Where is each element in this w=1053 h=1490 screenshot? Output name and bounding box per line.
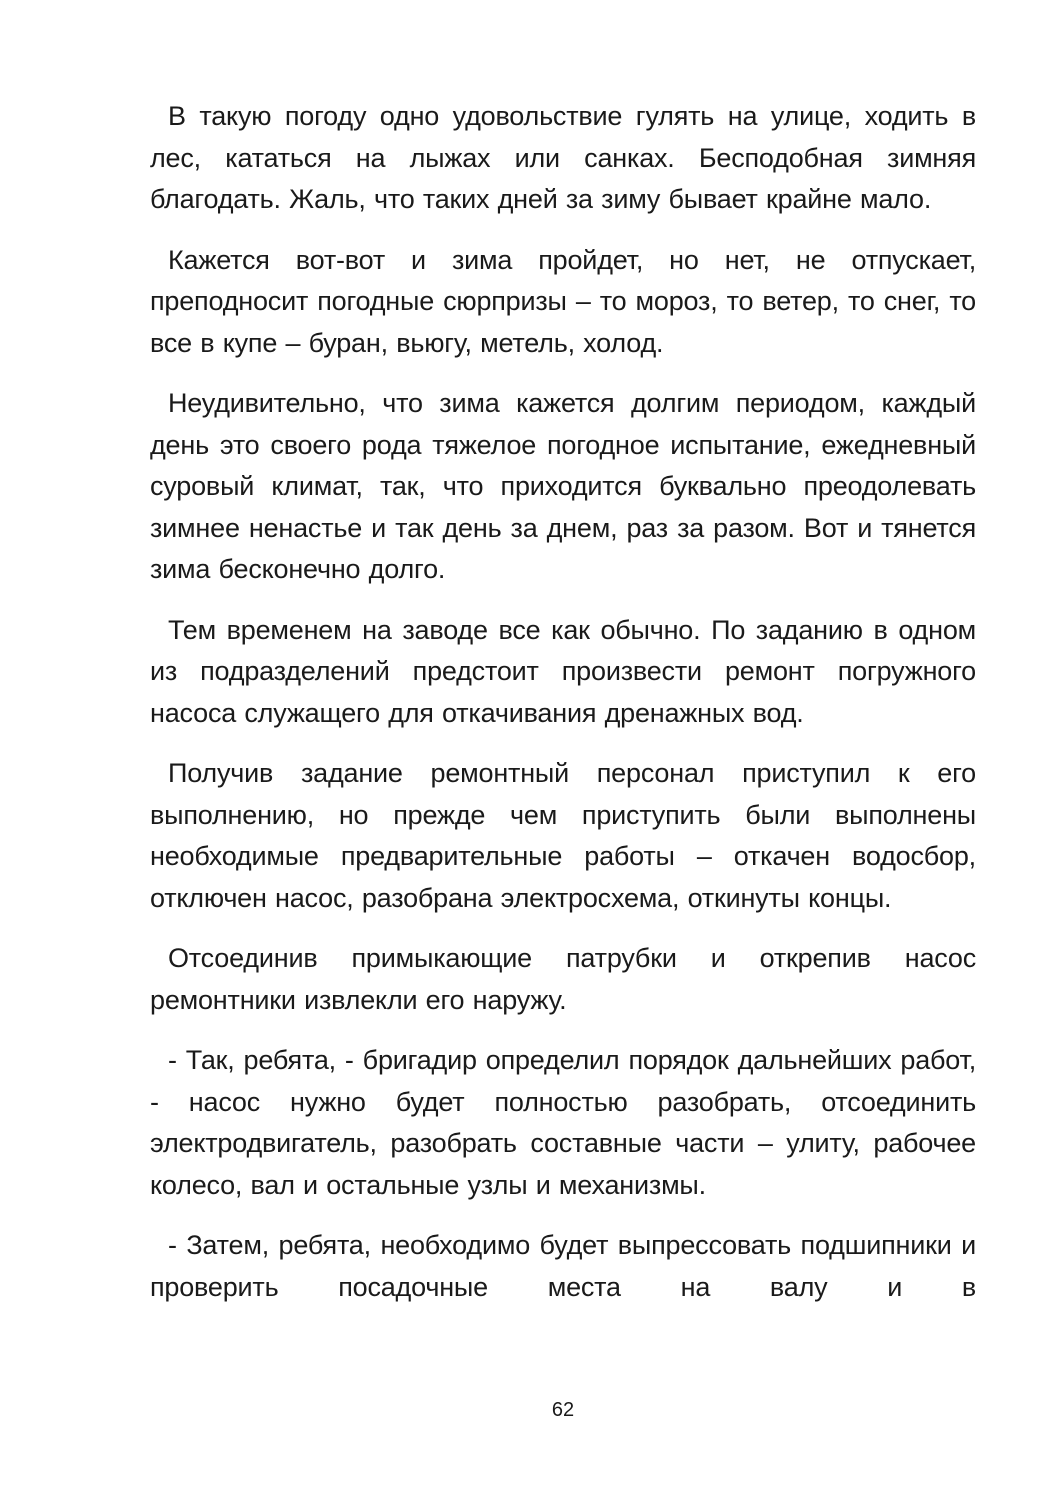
paragraph-8-dialogue: - Затем, ребята, необходимо будет выпрессовать подшипники и проверить посадочные места на валу и в bbox=[150, 1230, 976, 1302]
paragraph-6: Отсоединив примыкающие патрубки и открепив насос ремонтники извлекли его наружу. bbox=[150, 943, 976, 1015]
paragraph-5: Получив задание ремонтный персонал приступил к его выполнению, но прежде чем приступить были выполнены необходимые предварительные работы – откачен водосбор, отключен насос, разобрана электросхема, откинуты концы. bbox=[150, 758, 976, 913]
paragraph-7-dialogue: - Так, ребята, - бригадир определил порядок дальнейших работ, - насос нужно будет полностью разобрать, отсоединить электродвигатель, разобрать составные части – улиту, рабочее колесо, вал и остальные узлы и механизмы. bbox=[150, 1045, 976, 1200]
paragraph-3: Неудивительно, что зима кажется долгим периодом, каждый день это своего рода тяжелое погодное испытание, ежедневный суровый климат, так, что приходится буквально преодолевать зимнее ненастье и так день за днем, раз за разом. Вот и тянется зима бесконечно долго. bbox=[150, 388, 976, 584]
paragraph-4: Тем временем на заводе все как обычно. По заданию в одном из подразделений предстоит произвести ремонт погружного насоса служащего для откачивания дренажных вод. bbox=[150, 614, 976, 728]
page-number: 62 bbox=[551, 1399, 575, 1421]
paragraph-2: Кажется вот-вот и зима пройдет, но нет, не отпускает, преподносит погодные сюрпризы – то мороз, то ветер, то снег, то все в купе – буран, вьюгу, метель, холод. bbox=[150, 244, 976, 358]
paragraph-1: В такую погоду одно удовольствие гулять на улице, ходить в лес, кататься на лыжах или санках. Бесподобная зимняя благодать. Жаль, что таких дней за зиму бывает крайне мало. bbox=[150, 101, 976, 214]
text-block bbox=[150, 96, 976, 1327]
